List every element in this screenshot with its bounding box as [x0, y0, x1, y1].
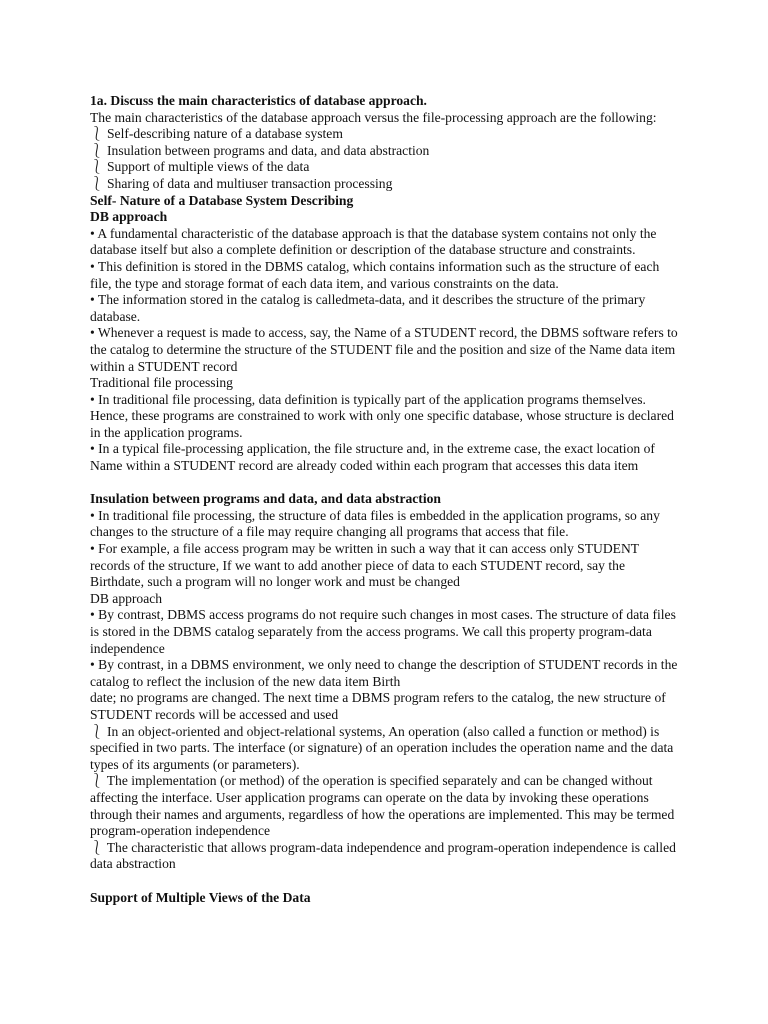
- characteristic-item: ⎱ Sharing of data and multiuser transaction processing: [90, 175, 393, 191]
- section-heading-insulation: Insulation between programs and data, and data abstraction: [90, 491, 441, 507]
- intro-paragraph: The main characteristics of the database approach versus the file-processing approach are the following:: [90, 109, 657, 125]
- bullet-paragraph: • In traditional file processing, data definition is typically part of the application programs themselves. Hence, these programs are constrained to work with only one specific database, whose structure is declared in the application programs.: [90, 391, 674, 440]
- characteristic-item: ⎱ In an object-oriented and object-relational systems, An operation (also called a function or method) is specified in two parts. The interface (or signature) of an operation includes the operation name and the data types of its arguments (or parameters).: [90, 723, 674, 772]
- document-body: [90, 93, 680, 907]
- subheading-db-approach: DB approach: [90, 209, 168, 225]
- question-heading: 1a. Discuss the main characteristics of database approach.: [90, 93, 427, 108]
- paragraph: date; no programs are changed. The next time a DBMS program refers to the catalog, the new structure of STUDENT records will be accessed and used: [90, 690, 666, 722]
- bullet-paragraph: • A fundamental characteristic of the database approach is that the database system contains not only the database itself but also a complete definition or description of the database structure and constraints.: [90, 225, 657, 258]
- bullet-paragraph: • In traditional file processing, the structure of data files is embedded in the application programs, so any changes to the structure of a file may require changing all programs that access that file.: [90, 507, 660, 540]
- spacer: [90, 873, 680, 890]
- bullet-paragraph: • By contrast, in a DBMS environment, we only need to change the description of STUDENT records in the catalog to reflect the inclusion of the new data item Birth: [90, 657, 678, 689]
- bullet-paragraph: • In a typical file-processing application, the file structure and, in the extreme case, the exact location of Name within a STUDENT record are already coded within each program that accesses this data item: [90, 441, 655, 474]
- bullet-paragraph: • This definition is stored in the DBMS catalog, which contains information such as the structure of each file, the type and storage format of each data item, and various constraints on the data.: [90, 258, 660, 291]
- characteristic-item: ⎱ Support of multiple views of the data: [90, 159, 310, 175]
- spacer: [90, 475, 680, 492]
- bullet-paragraph: • Whenever a request is made to access, say, the Name of a STUDENT record, the DBMS software refers to the catalog to determine the structure of the STUDENT file and the position and size of the Name data item within a STUDENT record: [90, 325, 678, 374]
- subheading-db-approach-2: DB approach: [90, 590, 163, 606]
- characteristic-item: ⎱ The implementation (or method) of the operation is specified separately and can be changed without affecting the interface. User application programs can operate on the data by invoking these operations through their names and arguments, regardless of how the operations are implemented. This may be termed program-operation independence: [90, 773, 675, 839]
- characteristic-item: ⎱ Insulation between programs and data, and data abstraction: [90, 142, 430, 158]
- subheading-traditional: Traditional file processing: [90, 375, 233, 391]
- section-heading-multiple-views: Support of Multiple Views of the Data: [90, 889, 311, 905]
- characteristic-item: ⎱ Self-describing nature of a database system: [90, 126, 343, 142]
- section-heading-self-describing: Self- Nature of a Database System Describing: [90, 192, 354, 208]
- bullet-paragraph: • By contrast, DBMS access programs do not require such changes in most cases. The structure of data files is stored in the DBMS catalog separately from the access programs. We call this property program-data independence: [90, 607, 676, 656]
- bullet-paragraph: • The information stored in the catalog is calledmeta-data, and it describes the structure of the primary database.: [90, 292, 646, 324]
- bullet-paragraph: • For example, a file access program may be written in such a way that it can access only STUDENT records of the structure, If we want to add another piece of data to each STUDENT record, say the Birthdate, such a program will no longer work and must be changed: [90, 541, 639, 590]
- characteristic-item: ⎱ The characteristic that allows program-data independence and program-operation independence is called data abstraction: [90, 839, 676, 872]
